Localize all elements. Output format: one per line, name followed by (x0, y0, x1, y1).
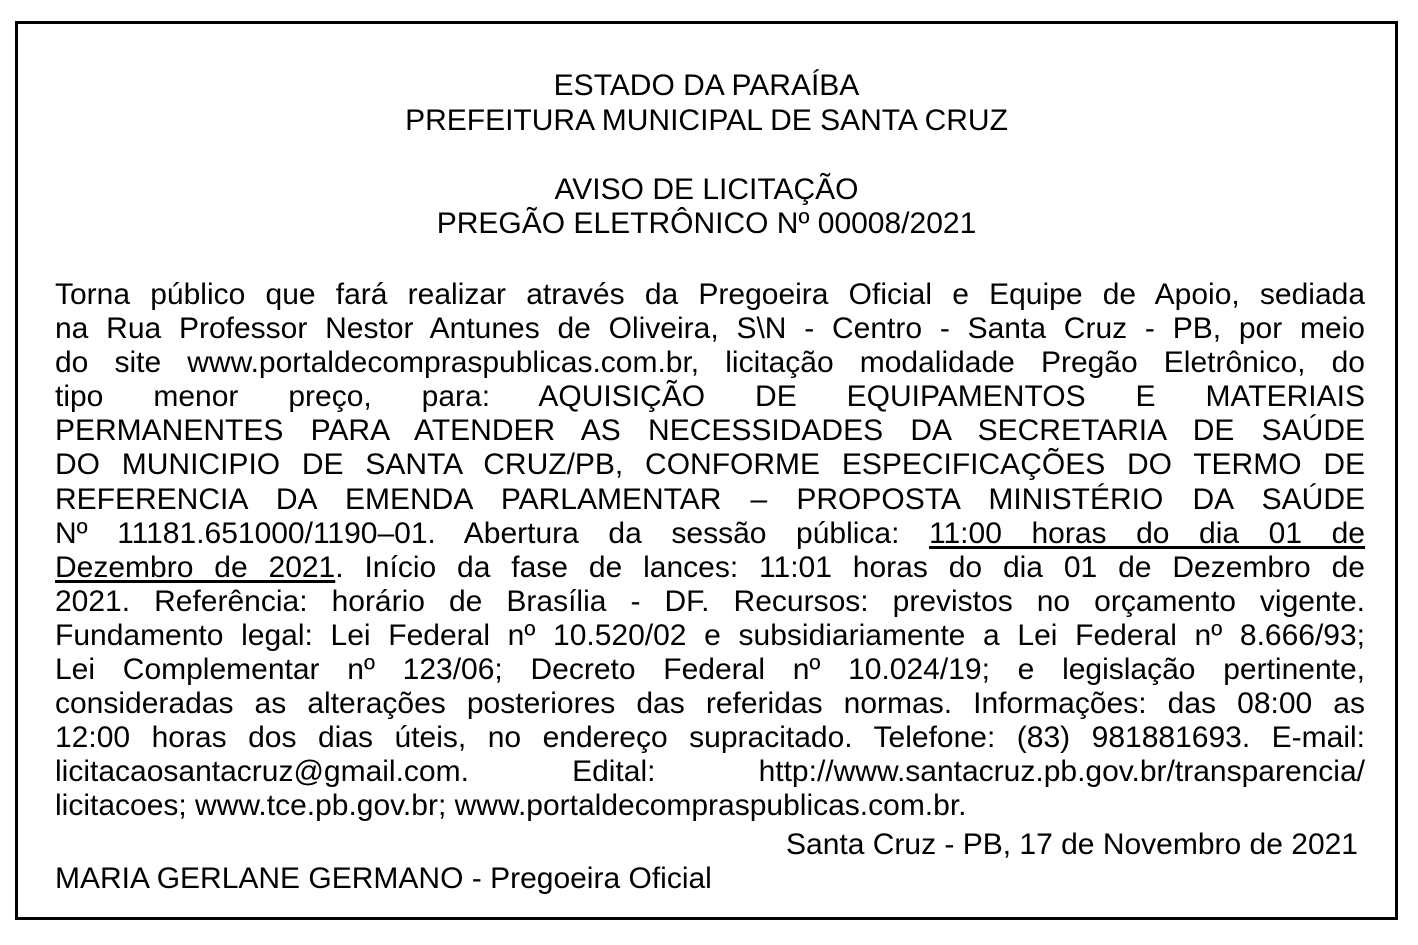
opening-time: 11:00 horas do dia 01 de (929, 516, 1365, 550)
opening-date: Dezembro de 2021 (55, 550, 336, 584)
body-line-last: licitacoes; www.tce.pb.gov.br; www.portaldecompraspublicas.com.br. (55, 789, 967, 823)
body-line: na Rua Professor Nestor Antunes de Oliveira, S\N - Centro - Santa Cruz - PB, por meio (55, 312, 1365, 346)
notice-body (55, 278, 1365, 824)
body-line-opening-date (55, 551, 1365, 585)
prefecture-heading: PREFEITURA MUNICIPAL DE SANTA CRUZ (405, 104, 1008, 137)
process-number: PREGÃO ELETRÔNICO Nº 00008/2021 (436, 207, 977, 240)
body-line: Torna público que fará realizar através da Pregoeira Oficial e Equipe de Apoio, sediada (55, 278, 1365, 311)
body-line: consideradas as alterações posteriores das referidas normas. Informações: das 08:00 as (55, 687, 1365, 721)
body-line: do site www.portaldecompraspublicas.com.br, licitação modalidade Pregão Eletrônico, do (55, 346, 1365, 380)
body-line: Lei Complementar nº 123/06; Decreto Federal nº 10.024/19; e legislação pertinente, (55, 653, 1365, 687)
body-line: licitacaosantacruz@gmail.com. Edital: http://www.santacruz.pb.gov.br/transparencia/ (55, 755, 1365, 789)
notice-title: AVISO DE LICITAÇÃO (554, 173, 859, 206)
place-date: Santa Cruz - PB, 17 de Novembro de 2021 (786, 828, 1358, 861)
body-line: REFERENCIA DA EMENDA PARLAMENTAR – PROPOSTA MINISTÉRIO DA SAÚDE (55, 482, 1365, 516)
bidding-start-text: . Início da fase de lances: 11:01 horas do dia 01 de Dezembro de (335, 550, 1365, 584)
body-line: 12:00 horas dos dias úteis, no endereço supracitado. Telefone: (83) 981881693. E-mail: (55, 721, 1365, 755)
notice-box (15, 21, 1398, 920)
body-line: Fundamento legal: Lei Federal nº 10.520/02 e subsidiariamente a Lei Federal nº 8.666/93; (55, 618, 1365, 652)
body-line: PERMANENTES PARA ATENDER AS NECESSIDADES DA SECRETARIA DE SAÚDE (55, 414, 1365, 448)
body-line: DO MUNICIPIO DE SANTA CRUZ/PB, CONFORME ESPECIFICAÇÕES DO TERMO DE (55, 448, 1365, 482)
body-line-opening (55, 517, 1365, 551)
opening-text: Nº 11181.651000/1190–01. Abertura da sessão pública: (55, 516, 900, 550)
state-heading: ESTADO DA PARAÍBA (553, 69, 860, 102)
body-line: 2021. Referência: horário de Brasília - DF. Recursos: previstos no orçamento vigente. (55, 584, 1365, 618)
body-line: tipo menor preço, para: AQUISIÇÃO DE EQUIPAMENTOS E MATERIAIS (55, 380, 1365, 414)
signature: MARIA GERLANE GERMANO - Pregoeira Oficial (55, 862, 712, 895)
